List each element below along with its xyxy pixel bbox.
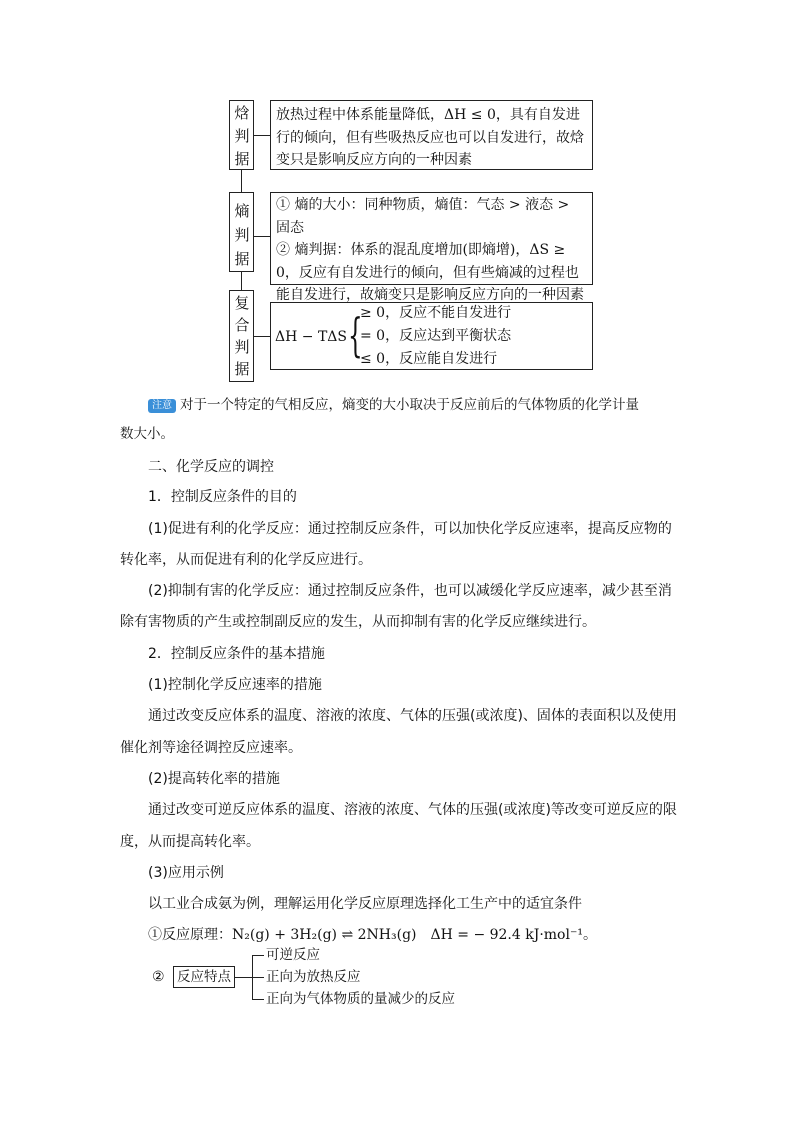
heading-purpose: 1．控制反应条件的目的 <box>148 489 297 505</box>
composite-label-2: 合 <box>234 316 250 334</box>
composite-case-negative: ≤ 0，反应能自发进行 <box>360 351 498 367</box>
feature-label: 反应特点 <box>177 969 231 985</box>
paragraph-example: 以工业合成氨为例，理解运用化学反应原理选择化工生产中的适宜条件 <box>148 896 582 912</box>
feature-item-reversible: 可逆反应 <box>266 947 320 963</box>
entropy-text-box <box>270 192 593 303</box>
composite-label-4: 据 <box>234 360 250 378</box>
reaction-principle: ①反应原理：N₂(g) + 3H₂(g) ⇌ 2NH₃(g) ΔH = − 92.4 kJ·mol⁻¹。 <box>148 927 597 943</box>
enthalpy-label-3: 据 <box>234 150 250 168</box>
section-title: 二、化学反应的调控 <box>148 459 274 475</box>
connector-line <box>254 135 270 136</box>
paragraph-conversion-2: 度，从而提高转化率。 <box>120 834 260 850</box>
composite-case-zero: = 0，反应达到平衡状态 <box>360 328 512 344</box>
feature-number: ② <box>152 969 165 985</box>
entropy-label-box <box>229 192 254 272</box>
paragraph-conversion-1: 通过改变可逆反应体系的温度、溶液的浓度、气体的压强(或浓度)等改变可逆反应的限 <box>148 802 677 818</box>
enthalpy-text: 放热过程中体系能量降低，ΔH ≤ 0，具有自发进行的倾向，但有些吸热反应也可以自发进行，故焓变只是影响反应方向的一种因素 <box>276 107 584 168</box>
composite-label-1: 复 <box>234 294 250 312</box>
note-text: 对于一个特定的气相反应，熵变的大小取决于反应前后的气体物质的化学计量 <box>180 397 639 413</box>
composite-label-box <box>229 290 254 382</box>
composite-label-3: 判 <box>234 338 250 356</box>
paragraph-suppress-1: (2)抑制有害的化学反应：通过控制反应条件，也可以减缓化学反应速率，减少甚至消 <box>148 583 672 599</box>
enthalpy-label-box <box>229 100 254 170</box>
heading-measures: 2．控制反应条件的基本措施 <box>148 646 325 662</box>
connector-line <box>254 236 270 237</box>
connector-line <box>252 955 264 956</box>
paragraph-suppress-2: 除有害物质的产生或控制副反应的发生，从而抑制有害的化学反应继续进行。 <box>120 614 596 630</box>
feature-item-gas-decrease: 正向为气体物质的量减少的反应 <box>266 991 455 1007</box>
feature-item-exothermic: 正向为放热反应 <box>266 969 361 985</box>
entropy-label-3: 据 <box>234 250 250 268</box>
entropy-label-2: 判 <box>234 226 250 244</box>
connector-line <box>241 170 242 192</box>
entropy-text-criterion: ② 熵判据：体系的混乱度增加(即熵增)，ΔS ≥ 0，反应有自发进行的倾向，但有些熵减的过程也能自发进行，故熵变只是影响反应方向的一种因素 <box>276 242 584 303</box>
connector-line <box>254 336 270 337</box>
feature-label-box <box>173 966 235 988</box>
note-line <box>148 394 708 416</box>
enthalpy-label-1: 焓 <box>234 104 250 122</box>
enthalpy-text-box <box>270 100 593 170</box>
connector-line <box>235 977 252 978</box>
entropy-label-1: 熵 <box>234 202 250 220</box>
note-badge: 注意 <box>148 399 176 413</box>
paragraph-promote-2: 转化率，从而促进有利的化学反应进行。 <box>120 552 372 568</box>
connector-line <box>252 999 264 1000</box>
subheading-example: (3)应用示例 <box>148 865 224 881</box>
subheading-rate: (1)控制化学反应速率的措施 <box>148 677 322 693</box>
subheading-conversion: (2)提高转化率的措施 <box>148 771 280 787</box>
enthalpy-label-2: 判 <box>234 127 250 145</box>
paragraph-rate-2: 催化剂等途径调控反应速率。 <box>120 740 302 756</box>
composite-case-positive: ≥ 0，反应不能自发进行 <box>360 305 512 321</box>
brace-symbol: { <box>348 308 363 362</box>
paragraph-promote-1: (1)促进有利的化学反应：通过控制反应条件，可以加快化学反应速率，提高反应物的 <box>148 521 672 537</box>
note-text-continued: 数大小。 <box>120 426 174 442</box>
connector-line <box>252 977 264 978</box>
entropy-text-size: ① 熵的大小：同种物质，熵值：气态 > 液态 > 固态 <box>276 197 570 236</box>
paragraph-rate-1: 通过改变反应体系的温度、溶液的浓度、气体的压强(或浓度)、固体的表面积以及使用 <box>148 708 677 724</box>
composite-expression: ΔH − TΔS <box>275 329 347 345</box>
connector-line <box>241 272 242 290</box>
